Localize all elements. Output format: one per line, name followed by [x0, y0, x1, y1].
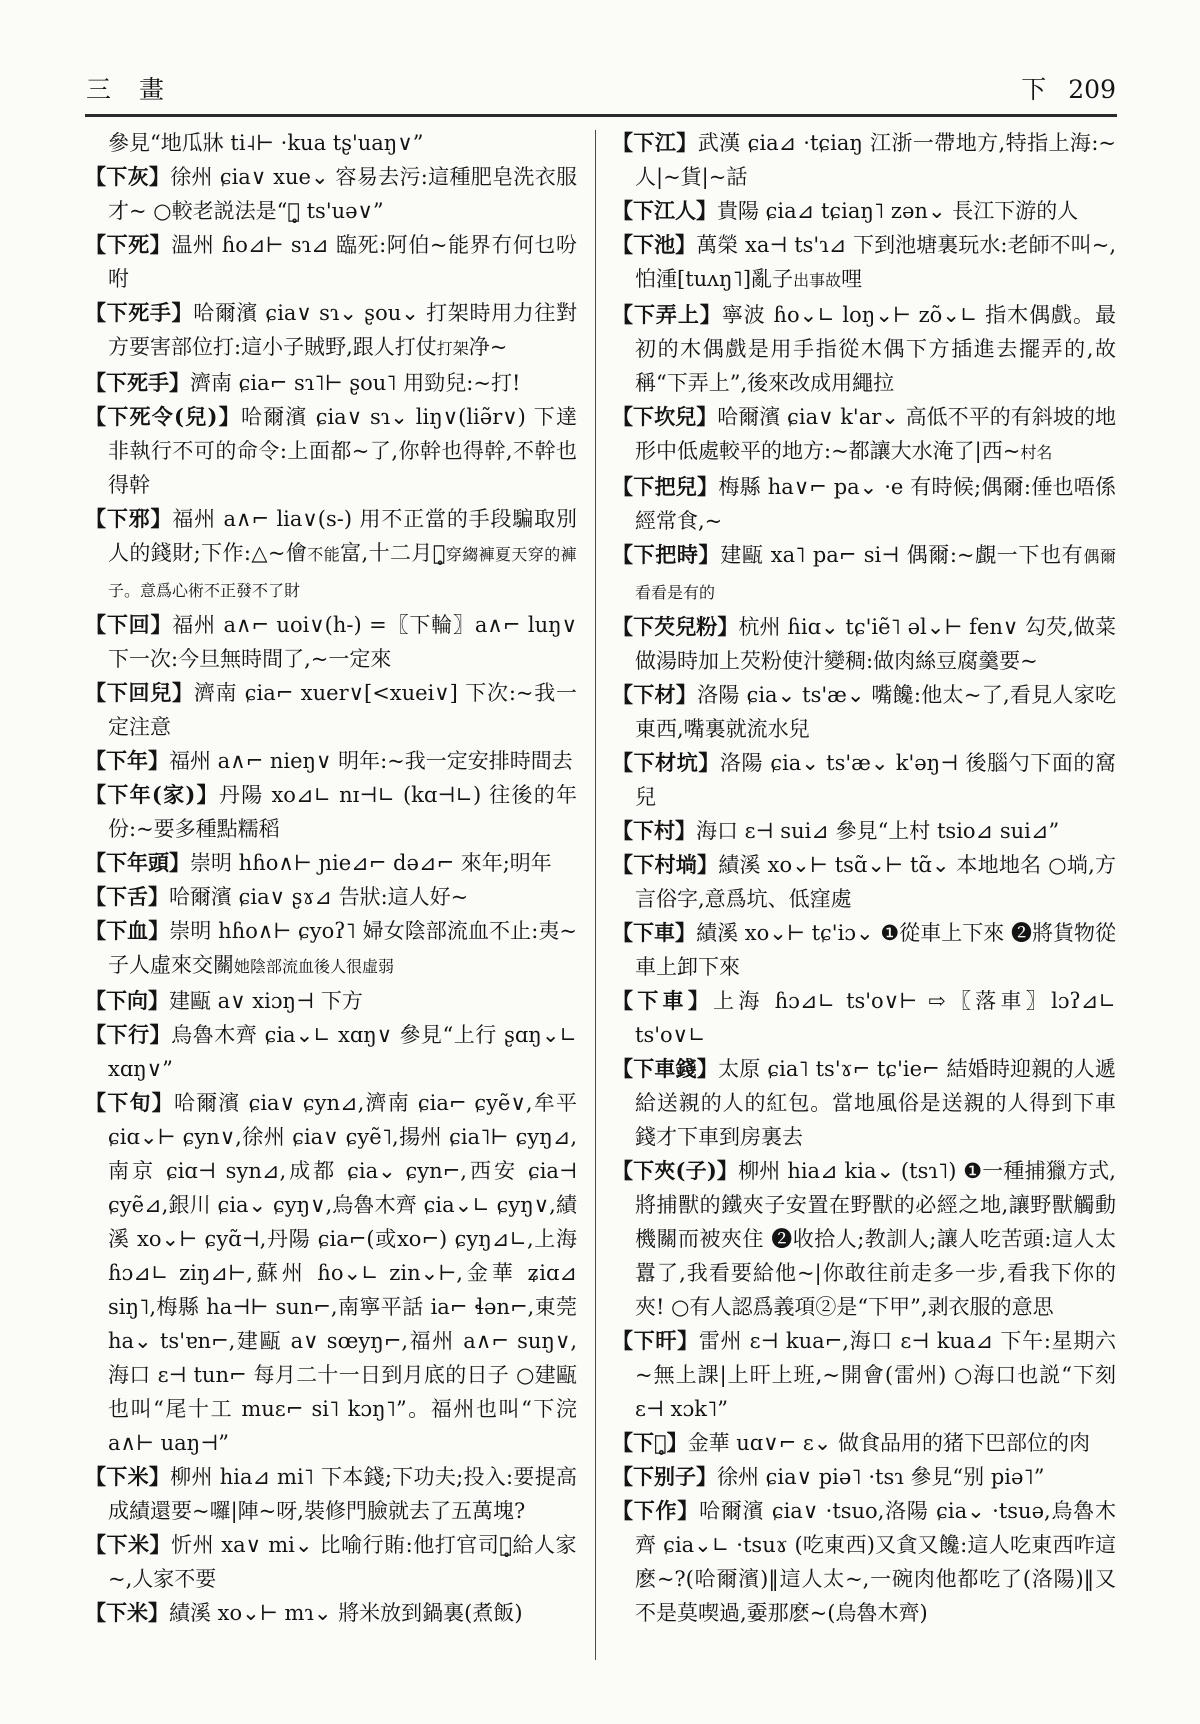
dictionary-entry — [612, 984, 1116, 1052]
entry-gloss-small: 她陰部流血後人很虛弱 — [234, 957, 395, 976]
entry-headword: 【下死手】 — [85, 370, 190, 395]
radical-char: 下 — [1021, 75, 1047, 104]
entry-text: 績溪 xo⌄⊢ mɿ⌄ 將米放到鍋裏(煮飯) — [169, 1601, 523, 1625]
entry-text: 武漢 ɕia⊿ ·tɕiaŋ 江浙一帶地方,特指上海:~人|~貨|~話 — [635, 131, 1117, 189]
entry-text: 寧波 ɦo⌄∟ loŋ⌄⊢ zõ⌄∟ 指木偶戲。最初的木偶戲是用手指從木偶下方插進去擺弄的,故稱“下弄上”,後來改成用繩拉 — [635, 303, 1116, 395]
entry-text: 福州 a∧⌐ nieŋ∨ 明年:~我一定安排時間去 — [169, 749, 573, 773]
entry-text: 海口 ɛ⊣ sui⊿ 參見“上村 tsio⊿ sui⊿” — [696, 819, 1060, 843]
dictionary-entry — [612, 400, 1116, 470]
entry-gloss-small: 出事故 — [793, 271, 842, 290]
entry-headword: 【下池】 — [612, 232, 697, 257]
entry-headword: 【下江】 — [612, 130, 698, 155]
entry-text: 績溪 xo⌄⊢ tsɑ̃⌄⊢ tɑ̃⌄ 本地地名 ○埫,方言俗字,意爲坑、低窪處 — [635, 853, 1116, 911]
entry-text: 柳州 hia⊿ kia⌄ (tsɿ˥) ❶一種捕獵方式,將捕獸的鐵夾子安置在野獸的必經之地,讓野獸觸動機關而被夾住 ❷收拾人;教訓人;讓人吃苦頭:這人太囂了,我看要給他~|你敢往前走多一步,看我下你的夾! ○有人認爲義項②是“下甲”,剥衣服的意思 — [635, 1159, 1116, 1319]
entry-headword: 【下回兒】 — [85, 680, 194, 705]
dictionary-entry — [85, 400, 577, 502]
entry-headword: 【下材】 — [612, 682, 698, 707]
entry-text: 福州 a∧⌐ uoi∨(h-) =〖下輪〗a∧⌐ luŋ∨ 下一次:今旦無時間了,~一定來 — [108, 613, 578, 671]
entry-text: 烏魯木齊 ɕia⌄∟ xɑŋ∨ 參見“上行 ʂɑŋ⌄∟ xɑŋ∨” — [108, 1023, 578, 1081]
entry-text: 績溪 xo⌄⊢ tɕ'iɔ⌄ ❶從車上下來 ❷將貨物從車上卸下來 — [635, 921, 1116, 979]
dictionary-entry — [612, 1426, 1116, 1460]
entry-text: 富,十二月頌̥ — [340, 541, 446, 565]
dictionary-entry — [85, 366, 577, 400]
entry-headword: 【下灰】 — [85, 164, 171, 189]
entry-headword: 【下死】 — [85, 232, 172, 257]
dictionary-entry — [612, 298, 1116, 400]
dictionary-entry — [612, 1052, 1116, 1154]
dictionary-entry — [85, 914, 577, 984]
dictionary-entry — [612, 746, 1116, 814]
entry-text: 杭州 ɦiɑ⌄ tɕ'iẽ˥ əl⌄⊢ fen∨ 勾芡,做菜做湯時加上芡粉使汁變稠:做肉絲豆腐羹要~ — [635, 615, 1117, 673]
entry-text: 忻州 xa∨ mi⌄ 比喻行賄:他打官司嗓̥給人家~,人家不要 — [108, 1533, 577, 1591]
section-title: 三 畫 — [86, 75, 174, 104]
entry-headword: 【下材坑】 — [612, 750, 720, 775]
entry-gloss-small: 村名 — [1020, 443, 1053, 462]
entry-text: 萬榮 xa⊣ ts'ɿ⊿ 下到池塘裏玩水:老師不叫~,怕湩[tuʌŋ˥]亂子 — [635, 233, 1116, 291]
entry-headword: 【下坎兒】 — [612, 404, 718, 429]
entry-text: 柳州 hia⊿ mi˥ 下本錢;下功夫;投入:要提高成績還要~囉|陣~呀,裝修門臉就去了五萬塊? — [108, 1465, 578, 1523]
dictionary-entry — [612, 1494, 1116, 1630]
entry-headword: 【下芡兒粉】 — [612, 614, 739, 639]
entry-text: 净~ — [468, 335, 508, 359]
dictionary-entry — [85, 1086, 577, 1460]
entry-headword: 【下米】 — [85, 1532, 172, 1557]
left-column — [85, 126, 577, 1630]
dictionary-entry — [612, 1154, 1116, 1324]
entry-headword: 【下把時】 — [612, 542, 721, 567]
entry-headword: 【下把兒】 — [612, 474, 719, 499]
entry-headword: 【下死令(兒)】 — [85, 404, 241, 429]
entry-headword: 【下夾(子)】 — [612, 1158, 739, 1183]
dictionary-entry — [85, 1596, 577, 1630]
dictionary-entry — [85, 1018, 577, 1086]
dictionary-entry — [85, 744, 577, 778]
entry-headword: 【下旰】 — [612, 1328, 699, 1353]
entry-text: 洛陽 ɕia⌄ ts'æ⌄ k'əŋ⊣ 後腦勺下面的窩兒 — [635, 751, 1117, 809]
entry-text: 洛陽 ɕia⌄ ts'æ⌄ 嘴饞:他太~了,看見人家吃東西,嘴裏就流水兒 — [635, 683, 1116, 741]
entry-text: 哈爾濱 ɕia∨ ·tsuo,洛陽 ɕia⌄ ·tsuə,烏魯木齊 ɕia⌄∟ ·tsuɤ (吃東西)又貪又饞:這人吃東西咋這麽~?(哈爾濱)‖這人太~,一碗肉他都吃了(洛陽)‖又不是莫喫過,嫑那麽~(烏魯木齊) — [635, 1499, 1116, 1625]
entry-text: 哈爾濱 ɕia∨ sɿ⌄ liŋ∨(liə̃r∨) 下達非執行不可的命令:上面都~了,你幹也得幹,不幹也得幹 — [108, 405, 577, 497]
dictionary-entry — [612, 538, 1116, 610]
entry-headword: 【下行】 — [85, 1022, 172, 1047]
entry-text: 崇明 hɦo∧⊢ ɲie⊿⌐ də⊿⌐ 來年;明年 — [190, 851, 552, 875]
dictionary-entry — [612, 470, 1116, 538]
dictionary-entry — [612, 1324, 1116, 1426]
entry-headword: 【下車錢】 — [612, 1056, 719, 1081]
page-header-right — [1021, 70, 1116, 106]
entry-headword: 【下米】 — [85, 1464, 171, 1489]
entry-text: 濟南 ɕia⌐ sɿ˥⊢ ʂou˥ 用勁兒:~打! — [190, 371, 521, 395]
dictionary-entry — [85, 502, 577, 608]
dictionary-entry — [612, 848, 1116, 916]
entry-headword: 【下旬】 — [85, 1090, 174, 1115]
entry-text: 上海 ɦɔ⊿∟ ts'o∨⊢ ⇨〖落車〗lɔʔ⊿∟ ts'o∨∟ — [635, 989, 1117, 1047]
entry-text: 梅縣 ha∨⌐ pa⌄ ·e 有時候;偶爾:倕也唔係經常食,~ — [635, 475, 1117, 533]
entry-gloss-small: 不能 — [307, 545, 341, 564]
entry-text: 哈爾濱 ɕia∨ ɕyn⊿,濟南 ɕia⌐ ɕyẽ∨,牟平 ɕiɑ⌄⊢ ɕyn∨,徐州 ɕia∨ ɕyẽ˥,揚州 ɕia˥⊢ ɕyŋ⊿,南京 ɕiɑ⊣ syn⊿,成都 ɕia⌄ ɕyn⌐,西安 ɕia⊣ ɕyẽ⊿,銀川 ɕia⌄ ɕyŋ∨,烏魯木齊 ɕia⌄∟ ɕyŋ∨,績溪 xo⌄⊢ ɕyɑ̃⊣,丹陽 ɕia⌐(或xo⌐) ɕyŋ⊿∟,上海 ɦɔ⊿∟ ziŋ⊿⊢,蘇州 ɦo⌄∟ zin⌄⊢,金華 ʑiɑ⊿ siŋ˥,梅縣 ha⊣⊢ sun⌐,南寧平話 ia⌐ ɬən⌐,東莞 ha⌄ ts'ɐn⌐,建甌 a∨ sœyŋ⌐,福州 a∧⌐ suŋ∨,海口 ɛ⊣ tun⌐ 每月二十一日到月底的日子 ○建甌也叫“尾十工 muɛ⌐ si˥ kɔŋ˥”。福州也叫“下浣 a∧⊢ uaŋ⊣” — [108, 1091, 577, 1455]
entry-text: 太原 ɕia˥ ts'ɤ⌐ tɕ'ie⌐ 結婚時迎親的人遞給送親的人的紅包。當地風俗是送親的人得到下車錢才下車到房裏去 — [635, 1057, 1116, 1149]
entry-text: 丹陽 xo⊿∟ nɪ⊣∟ (kɑ⊣∟) 往後的年份:~要多種點糯稻 — [108, 783, 577, 841]
header-rule — [85, 114, 1117, 117]
dictionary-entry — [85, 160, 577, 228]
entry-headword: 【下血】 — [85, 918, 170, 943]
entry-text: 徐州 ɕia∨ piə˥ ·tsɿ 參見“别 piə˥” — [717, 1465, 1045, 1489]
entry-gloss-small: 穿縐褲夏天穿的褲子。意爲心術不正發不了財 — [108, 545, 577, 600]
dictionary-entry — [85, 778, 577, 846]
entry-text: 福州 a∧⌐ lia∨(s-) 用不正當的手段騙取別人的錢財;下作:△~儈 — [108, 507, 577, 565]
entry-headword: 【下舌】 — [85, 884, 169, 909]
entry-text: 雷州 ɛ⊣ kua⌐,海口 ɛ⊣ kua⊿ 下午:星期六~無上課|上旰上班,~開會(雷州) ○海口也説“下刻 ɛ⊣ xɔk˥” — [635, 1329, 1117, 1421]
entry-headword: 【下年】 — [85, 748, 169, 773]
dictionary-entry — [85, 676, 577, 744]
dictionary-entry — [612, 1460, 1116, 1494]
entry-headword: 【下年(家)】 — [85, 782, 219, 807]
entry-headword: 【下邪】 — [85, 506, 173, 531]
entry-headword: 【下車】 — [612, 988, 714, 1013]
dictionary-entry — [612, 916, 1116, 984]
entry-text: 貴陽 ɕia⊿ tɕiaŋ˥ zən⌄ 長江下游的人 — [717, 199, 1079, 223]
entry-text: 徐州 ɕia∨ xue⌄ 容易去污:這種肥皂洗衣服才~ ○較老説法是“錯̥ ts'uə∨” — [108, 165, 577, 223]
dictionary-entry — [85, 296, 577, 366]
entry-headword: 【下回】 — [85, 612, 173, 637]
entry-text: 温州 ɦo⊿⊢ sɿ⊿ 臨死:阿伯~能界冇何乜吩咐 — [108, 233, 577, 291]
entry-text: 建甌 a∨ xiɔŋ⊣ 下方 — [169, 989, 363, 1013]
entry-headword: 【下車】 — [612, 920, 697, 945]
entry-headword: 【下江人】 — [612, 198, 717, 223]
entry-text: 哈爾濱 ɕia∨ ʂɤ⊿ 告狀:這人好~ — [169, 885, 469, 909]
dictionary-entry — [612, 678, 1116, 746]
entry-text: 哈爾濱 ɕia∨ k'ar⌄ 高低不平的有斜坡的地形中低處較平的地方:~都讓大水淹了|西~ — [635, 405, 1117, 463]
dictionary-entry — [85, 984, 577, 1018]
entry-headword: 【下别子】 — [612, 1464, 717, 1489]
entry-gloss-small: 打架 — [436, 339, 469, 358]
entry-headword: 【下作】 — [612, 1498, 700, 1523]
dictionary-entry — [612, 228, 1116, 298]
entry-headword: 【下年頭】 — [85, 850, 190, 875]
dictionary-entry — [85, 608, 577, 676]
dictionary-entry — [85, 880, 577, 914]
entry-headword: 【下米】 — [85, 1600, 169, 1625]
dictionary-entry — [85, 228, 577, 296]
entry-headword: 【下死手】 — [85, 300, 194, 325]
entry-text: 哩 — [841, 267, 863, 291]
entry-text: 參見“地瓜牀 ti˨⊢ ·kua tʂ'uaŋ∨” — [108, 131, 424, 155]
entry-text: 建甌 xa˥ pa⌐ si⊣ 偶爾:~覰一下也有 — [720, 543, 1084, 567]
entry-text: 金華 uɑ∨⌐ ɛ⌄ 做食品用的猪下巴部位的肉 — [687, 1431, 1091, 1455]
dictionary-entry — [612, 194, 1116, 228]
entry-headword: 【下呆̥】 — [612, 1430, 688, 1455]
entry-text: 崇明 hɦo∧⊢ ɕyoʔ˥ 婦女陰部流血不止:夷~子人虛來交關 — [108, 919, 578, 977]
entry-gloss-small: 偶爾看看是有的 — [635, 547, 1116, 602]
right-column — [612, 126, 1116, 1630]
dictionary-entry — [612, 814, 1116, 848]
entry-headword: 【下村】 — [612, 818, 696, 843]
dictionary-entry — [85, 126, 577, 160]
dictionary-entry — [85, 1528, 577, 1596]
entry-headword: 【下弄上】 — [612, 302, 722, 327]
entry-text: 哈爾濱 ɕia∨ sɿ⌄ ʂou⌄ 打架時用力往對方要害部位打:這小子賊野,跟人打仗 — [108, 301, 577, 359]
entry-headword: 【下向】 — [85, 988, 169, 1013]
dictionary-entry — [85, 846, 577, 880]
dictionary-entry — [612, 610, 1116, 678]
dictionary-entry — [85, 1460, 577, 1528]
column-divider — [595, 130, 596, 1660]
entry-headword: 【下村埫】 — [612, 852, 719, 877]
entry-text: 濟南 ɕia⌐ xuer∨[<xuei∨] 下次:~我一定注意 — [108, 681, 578, 739]
page-number: 209 — [1068, 75, 1116, 104]
dictionary-entry — [612, 126, 1116, 194]
